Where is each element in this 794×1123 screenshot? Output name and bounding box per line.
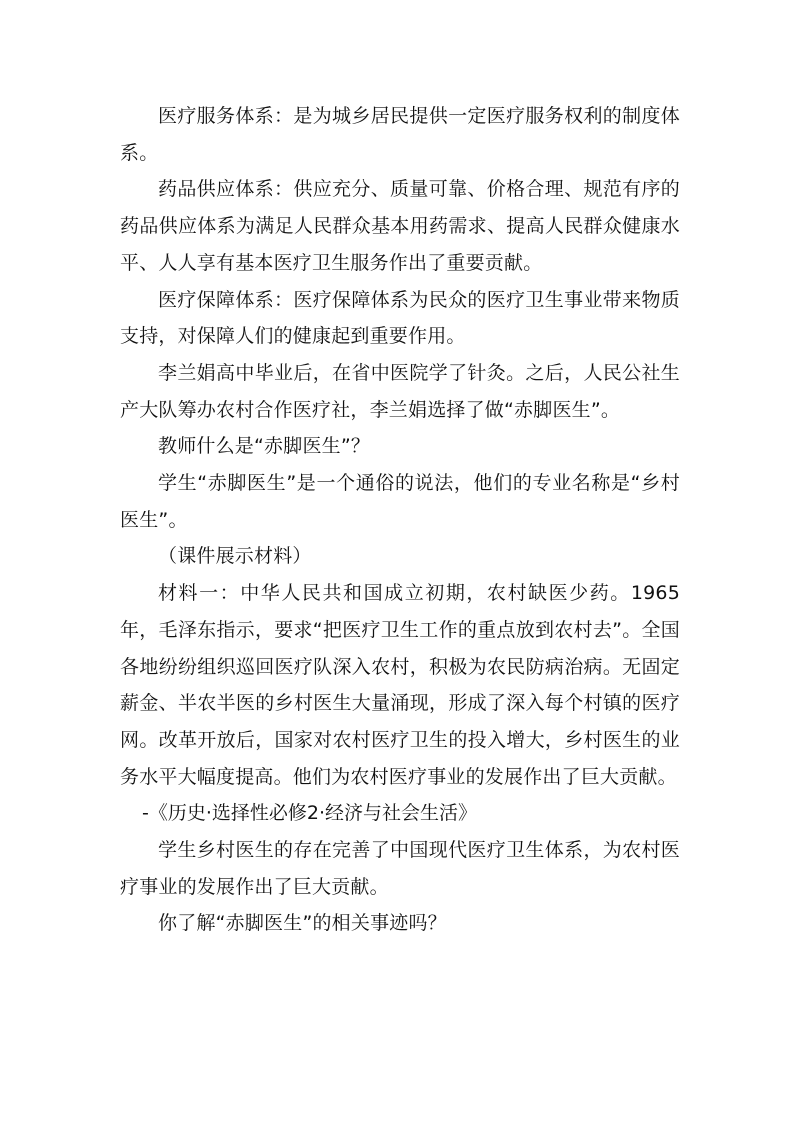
paragraph-courseware-note: （课件展示材料） <box>158 545 312 568</box>
paragraph-student-answer: 学生“赤脚医生”是一个通俗的说法，他们的专业名称是“乡村医生”。 <box>120 472 680 531</box>
paragraph-drug-supply-system: 药品供应体系：供应充分、质量可靠、价格合理、规范有序的药品供应体系为满足人民群众基本用药需求、提高人民群众健康水平、人人享有基本医疗卫生服务作出了重要贡献。 <box>120 178 680 274</box>
paragraph-closing-question: 你了解“赤脚医生”的相关事迹吗？ <box>158 912 447 935</box>
paragraph-student-conclusion: 学生乡村医生的存在完善了中国现代医疗卫生体系，为农村医疗事业的发展作出了巨大贡献。 <box>120 839 680 898</box>
paragraph-teacher-question: 教师什么是“赤脚医生”？ <box>158 435 371 458</box>
paragraph-medical-service-system: 医疗服务体系：是为城乡居民提供一定医疗服务权利的制度体系。 <box>120 105 680 164</box>
paragraph-material-one: 材料一：中华人民共和国成立初期，农村缺医少药。1965年，毛泽东指示，要求“把医疗卫生工作的重点放到农村去”。全国各地纷纷组织巡回医疗队深入农村，积极为农民防病治病。无固定薪金、半农半医的乡村医生大量涌现，形成了深入每个村镇的医疗网。改革开放后，国家对农村医疗卫生的投入增大，乡村医生的业务水平大幅度提高。他们为农村医疗事业的发展作出了巨大贡献。 <box>120 582 680 788</box>
source-citation: -《历史·选择性必修2·经济与社会生活》 <box>142 802 478 825</box>
paragraph-medical-security-system: 医疗保障体系：医疗保障体系为民众的医疗卫生事业带来物质支持，对保障人们的健康起到重要作用。 <box>120 288 680 348</box>
document-body <box>120 98 680 942</box>
paragraph-li-lanjuan: 李兰娟高中毕业后，在省中医院学了针灸。之后，人民公社生产大队筹办农村合作医疗社，李兰娟选择了做“赤脚医生”。 <box>120 361 680 421</box>
